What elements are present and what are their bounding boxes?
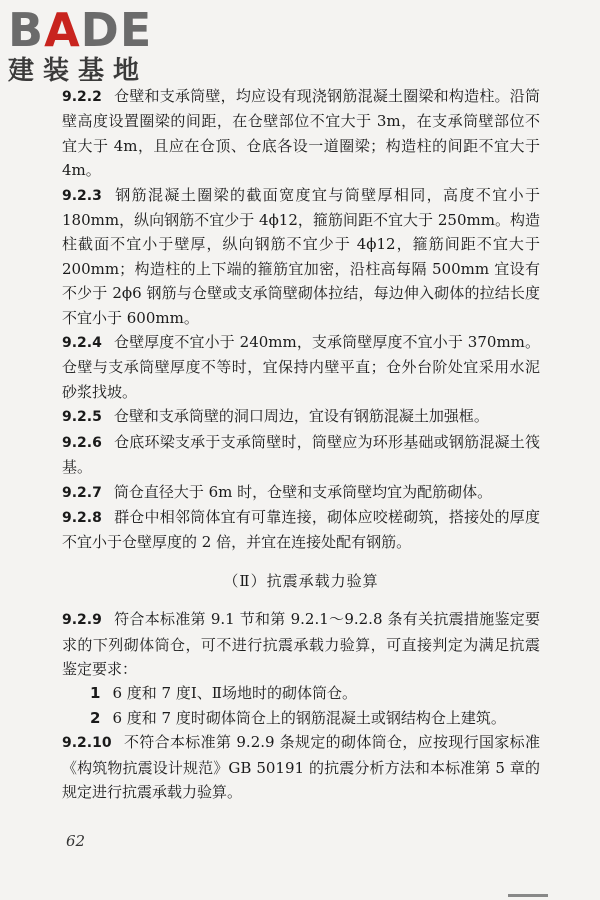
- page-number: 62: [66, 832, 86, 850]
- clause-9-2-7: [62, 480, 540, 505]
- logo-wordmark: [8, 3, 178, 57]
- clause-9-2-10: [62, 730, 540, 804]
- document-body: [62, 84, 540, 804]
- clause-number: 9.2.9: [62, 612, 102, 629]
- logo-letter-b: B: [8, 3, 45, 57]
- clause-text: 群仓中相邻筒体宜有可靠连接，砌体应咬槎砌筑，搭接处的厚度不宜小于仓壁厚度的 2 倍，并宜在连接处配有钢筋。: [62, 507, 540, 552]
- clause-number: 9.2.4: [62, 335, 102, 352]
- clause-9-2-3: [62, 183, 540, 330]
- clause-9-2-6: [62, 430, 540, 480]
- item-text: 6 度和 7 度Ⅰ、Ⅱ场地时的砌体筒仓。: [112, 684, 357, 703]
- clause-number: 9.2.3: [62, 187, 102, 204]
- item-number: 2: [90, 708, 101, 727]
- item-text: 6 度和 7 度时砌体筒仓上的钢筋混凝土或钢结构仓上建筑。: [112, 708, 506, 727]
- clause-text: 符合本标准第 9.1 节和第 9.2.1～9.2.8 条有关抗震措施鉴定要求的下列砌体筒仓，可不进行抗震承载力验算，可直接判定为满足抗震鉴定要求：: [62, 610, 540, 678]
- clause-number: 9.2.7: [62, 484, 102, 501]
- clause-text: 仓壁和支承筒壁的洞口周边，宜设有钢筋混凝土加强框。: [113, 407, 489, 426]
- clause-text: 钢筋混凝土圈梁的截面宽度宜与筒壁厚相同，高度不宜小于 180mm，纵向钢筋不宜少于 4ϕ12，箍筋间距不宜大于 250mm。构造柱截面不宜小于壁厚，纵向钢筋不宜少于 4ϕ12，箍筋间距不宜大于 200mm；构造柱的上下端的箍筋宜加密，沿柱高每隔 500mm 宜设有不少于 2ϕ6 钢筋与仓壁或支承筒壁砌体拉结，每边伸入砌体的拉结长度不宜小于 600mm。: [62, 185, 540, 327]
- logo-subtitle: 建装基地: [8, 56, 149, 86]
- clause-text: 不符合本标准第 9.2.9 条规定的砌体筒仓，应按现行国家标准《构筑物抗震设计规范》GB 50191 的抗震分析方法和本标准第 5 章的规定进行抗震承载力验算。: [62, 733, 540, 801]
- clause-9-2-8: [62, 505, 540, 555]
- list-item: [62, 681, 540, 705]
- list-item: [62, 706, 540, 730]
- clause-9-2-5: [62, 404, 540, 429]
- logo-letters-de: DE: [80, 3, 153, 57]
- clause-number: 9.2.2: [62, 89, 102, 105]
- clause-text: 仓底环梁支承于支承筒壁时，筒壁应为环形基础或钢筋混凝土筏基。: [62, 432, 540, 477]
- clause-9-2-9: [62, 607, 540, 681]
- clause-9-2-2: [62, 84, 540, 183]
- clause-number: 9.2.6: [62, 434, 102, 451]
- section-title: （Ⅱ）抗震承载力验算: [223, 571, 379, 590]
- clause-number: 9.2.8: [62, 509, 102, 526]
- clause-text: 仓壁和支承筒壁，均应设有现浇钢筋混凝土圈梁和构造柱。沿筒壁高度设置圈梁的间距，在仓壁部位不宜大于 3m，在支承筒壁部位不宜大于 4m，且应在仓顶、仓底各设一道圈梁；构造柱的间距不宜大于 4m。: [62, 87, 540, 180]
- clause-number: 9.2.5: [62, 409, 102, 426]
- bade-logo: [8, 3, 178, 86]
- scan-edge-mark: [508, 894, 548, 897]
- item-number: 1: [90, 684, 101, 703]
- clause-9-2-4: [62, 330, 540, 404]
- clause-text: 筒仓直径大于 6m 时，仓壁和支承筒壁均宜为配筋砌体。: [113, 482, 493, 501]
- clause-number: 9.2.10: [62, 735, 112, 752]
- logo-letter-a: A: [44, 3, 81, 57]
- clause-text: 仓壁厚度不宜小于 240mm，支承筒壁厚度不宜小于 370mm。仓壁与支承筒壁厚度不等时，宜保持内壁平直；仓外台阶处宜采用水泥砂浆找坡。: [62, 333, 540, 401]
